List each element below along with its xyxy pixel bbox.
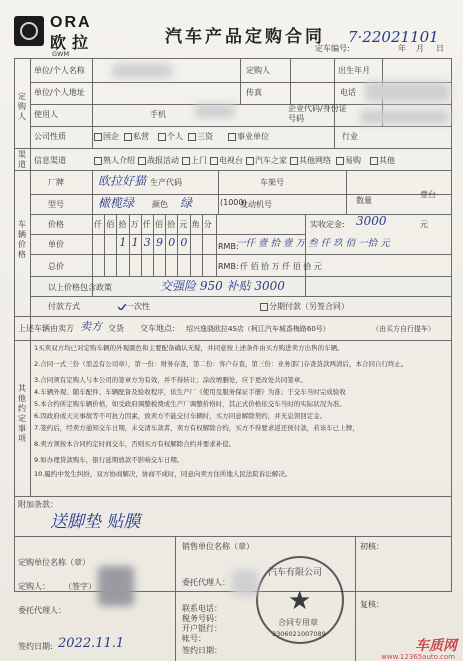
channel-option-3[interactable]: 上门 (182, 156, 207, 166)
channel-option-1[interactable]: 熟人介绍 (94, 156, 135, 166)
digit-header: 元 (179, 220, 188, 229)
bank-label: 开户银行： (182, 624, 222, 633)
seller-date-label: 签约日期： (182, 646, 222, 655)
checkbox-icon (228, 133, 236, 141)
unit-price-digit: 9 (156, 236, 163, 249)
tel-label: 电话 (340, 88, 356, 97)
date-month-label: 月 (416, 44, 424, 53)
term-item: 8.卖方须按本合同约定时间交车，否则买方有权解除合约并要求补偿。 (34, 440, 236, 448)
quantity-label: 数量 (356, 196, 372, 205)
channel-option-2[interactable]: 战报活动 (138, 156, 179, 166)
rmb-label-1: RMB: (218, 242, 239, 251)
delivery-place-label: 交车地点: (140, 324, 175, 333)
term-item: 6.因政府或天灾事故等不可抗力因素，致卖方不能交付车辆时，买方同意解除契约，并无息领回定金。 (34, 412, 327, 420)
unit-price-label: 单价 (48, 240, 64, 249)
watermark-logo: 车质网 (415, 638, 457, 654)
rmb-label-2: RMB: (218, 262, 239, 271)
payment-method-label: 付款方式 (48, 302, 80, 311)
vehicle-section-label: 车辆价格 (18, 220, 26, 259)
purchaser-label: 定购人 (246, 66, 270, 75)
unit-price-digit: 1 (119, 236, 127, 249)
buyer-section-label: 定购人 (18, 92, 26, 121)
channel-option-4[interactable]: 电视台 (210, 156, 243, 166)
total-price-label: 总价 (48, 262, 64, 271)
star-icon: ★ (288, 586, 312, 616)
brand-cn: 欧拉 (50, 33, 95, 52)
seal-ring-text: 汽车有限公司 (268, 568, 323, 578)
fax-label: 传真 (246, 88, 262, 97)
channel-section-label: 渠道 (18, 150, 26, 169)
sign-date-value: 2022.11.1 (58, 636, 125, 651)
buyer-unit-label: 定购单位名称（章） (18, 558, 90, 567)
channel-option-6[interactable]: 其他网络 (290, 156, 331, 166)
user-label: 使用人 (34, 110, 58, 119)
sign-note: （签字） (64, 582, 96, 591)
redacted-tel (365, 82, 450, 102)
payment-option-1[interactable]: 一次性 (118, 302, 150, 312)
company-nature-label: 公司性质 (34, 132, 66, 141)
attachment-handwritten: 送脚垫 贴膜 (50, 512, 141, 532)
unit-price-digit: 0 (180, 236, 188, 249)
nature-option-5[interactable]: 事业单位 (228, 132, 269, 142)
quantity-value: 壹台 (420, 190, 436, 199)
includes-label: 以上价格包含政策 (48, 283, 112, 292)
seal-text: 合同专用章 (278, 618, 318, 627)
phone-label: 手机 (150, 110, 166, 119)
model-value: 橄榄绿 (98, 196, 135, 210)
checkbox-icon (124, 133, 132, 141)
delivery-place-value: 绍兴逸骁欧拉4S店（柯江汽车城香梅路60号） (186, 325, 330, 333)
checkbox-icon (94, 133, 102, 141)
contact-phone-label: 联系电话： (182, 604, 222, 613)
redacted-seal-part (232, 570, 258, 596)
term-item: 10.履约中发生纠纷，双方协商解决，协商不成时，同意向卖方住所地人民法院诉讼解决。 (34, 470, 292, 478)
nature-option-4[interactable]: 三资 (188, 132, 213, 142)
unit-name-label: 单位/个人名称 (34, 66, 85, 75)
brand-latin: ORA (50, 14, 92, 31)
sign-date-label: 签约日期: (18, 642, 53, 651)
rmb-line-1: 一仟 壹 拾 壹 万 叁 仟 玖 佰 一拾 元 (236, 238, 390, 249)
redacted-id (360, 110, 450, 124)
nature-option-1[interactable]: 国企 (94, 132, 119, 142)
term-item: 3.合同须有定购人与本公司的签章方为有效，并不得转让；涂改增删处，应于更改处共同签章。 (34, 376, 307, 384)
production-code-label: 生产代码 (150, 178, 182, 187)
seal-number: 3306021007089 (272, 630, 326, 638)
digit-header: 仟 (94, 220, 102, 229)
redacted-signature (98, 566, 134, 606)
model-label: 型号 (48, 200, 64, 209)
delivery-text: 交货 (108, 324, 124, 333)
terms-section-label: 其他约定事项 (18, 384, 26, 443)
check-icon (118, 304, 126, 310)
engine-label: 发动机号 (240, 200, 272, 209)
ora-logo-icon (14, 16, 44, 46)
channel-option-7[interactable]: 易购 (336, 156, 361, 166)
tax-no-label: 税务号码： (182, 614, 222, 623)
unit-addr-label: 单位/个人地址 (34, 88, 85, 97)
buyer-label: 定购人： (18, 582, 50, 591)
delivery-self-pick: （由买方自行提车） (372, 325, 435, 333)
checkbox-icon (188, 133, 196, 141)
redacted-phone (195, 104, 235, 118)
page-title: 汽车产品定购合同 (165, 27, 325, 47)
date-year-label: 年 (398, 44, 406, 53)
frame-no-label: 车架号 (260, 178, 284, 187)
attachment-label: 附加条款： (18, 500, 58, 509)
seller-agent-label: 委托代理人： (182, 578, 230, 587)
info-channel-label: 信息渠道 (34, 156, 66, 165)
term-item: 4.车辆外观、随车配件、车辆配备及验收程序，依生产厂《使用及服务保证手册》为准；于交车当时完成验收 (34, 388, 346, 396)
checkbox-icon (158, 133, 166, 141)
digit-header: 万 (130, 220, 139, 229)
agent-label: 委托代理人： (18, 606, 66, 615)
delivery-seller: 卖方 (80, 320, 102, 333)
price-label: 价格 (48, 220, 64, 229)
term-item: 5.本合约所定购车辆价格，如受政府调整税费或生产厂调整价格时，其正式价格依交车当时的实际状况为准。 (34, 400, 346, 408)
digit-header: 拾 (167, 220, 176, 229)
unit-price-digit: 3 (143, 236, 151, 249)
digit-header: 角 (191, 220, 200, 229)
color-label: 颜色 (152, 200, 168, 209)
includes-value: 交强险 950 补贴 3000 (160, 279, 285, 293)
payment-option-2[interactable]: 分期付款（另签合同） (260, 302, 349, 312)
rmb-line-2: 仟 佰 拾 万 仟 佰 拾 元 (240, 262, 322, 271)
term-item: 9.如办理贷款购车，银行延期放款不影响交车日期。 (34, 456, 184, 464)
term-item: 2.合同一式三份（需盖有公司章），第一份：财务存查，第二份：客户存查，第三份：业务部门存查货款两清后，本合同自行终止。 (34, 360, 408, 368)
redacted-name (112, 64, 172, 78)
brand-small: GWM (52, 50, 70, 58)
unit-price-digit: 0 (168, 236, 176, 249)
channel-option-5[interactable]: 汽车之家 (246, 156, 287, 166)
deposit-label: 实收定金: (310, 220, 345, 229)
contract-no-value: 7·22021101 (348, 28, 439, 46)
deposit-unit: 元 (420, 220, 428, 229)
first-review-label: 初核： (360, 542, 384, 551)
delivery-prefix: 上述车辆由卖方 (18, 324, 74, 333)
digit-header: 分 (203, 220, 212, 229)
digit-header: 佰 (106, 220, 115, 229)
industry-label: 行业 (342, 132, 358, 141)
contract-no-label: 定车编号: (315, 44, 350, 53)
digit-header: 佰 (155, 220, 163, 229)
nature-option-3[interactable]: 个人 (158, 132, 183, 142)
nature-option-2[interactable]: 私营 (124, 132, 149, 142)
term-item: 7.签约后，经卖方通知交车日期，未交清车款者，卖方有权解除合约，买方不得要求返还预付款，若该车已上牌， (34, 424, 359, 432)
account-label: 帐号： (182, 634, 206, 643)
unit-price-digit: 1 (131, 236, 139, 249)
watermark-url: www.12365auto.com (381, 653, 455, 661)
channel-option-8[interactable]: 其他 (370, 156, 395, 166)
birth-label: 出生年月 (338, 66, 370, 75)
deposit-value: 3000 (356, 214, 387, 228)
seller-unit-label: 销售单位名称（章） (182, 542, 254, 551)
digit-header: 拾 (118, 220, 127, 229)
brand-value: 欧拉好猫 (98, 174, 147, 188)
term-item: 1买卖双方均已对定购车辆的外观颜色和主要配备确认无疑，并同意按上述条件由买方购进卖方出售的车辆。 (34, 344, 344, 352)
id-label: 企业代码/身份证号码 (288, 104, 347, 123)
engine-value: (1000) (220, 198, 247, 207)
color-value: 绿 (180, 196, 193, 210)
company-seal-icon (256, 556, 344, 644)
digit-header: 仟 (142, 220, 151, 229)
date-day-label: 日 (436, 44, 444, 53)
recheck-label: 复核： (360, 600, 384, 609)
brand-label: 厂牌 (48, 178, 64, 187)
